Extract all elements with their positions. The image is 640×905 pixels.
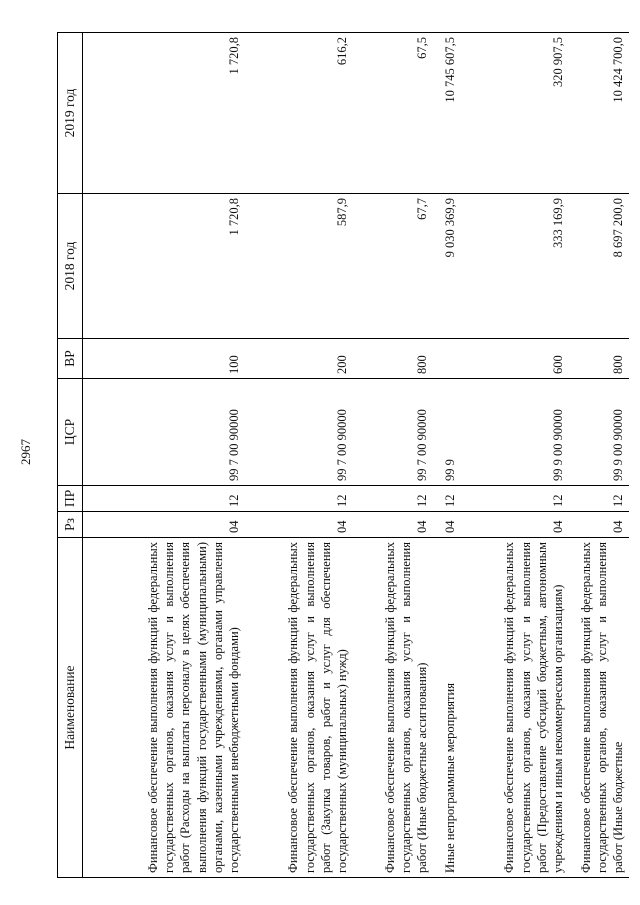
table-header-row — [58, 33, 83, 878]
row-pr: 12 — [245, 486, 353, 512]
row-2018: 9 030 369,9 — [433, 194, 461, 339]
row-name: Финансовое обеспечение выполнения функций федеральных государственных органов, оказания услуг и выполнения работ (Предоставление субсидий бюджетным, автономным учреждениям и иным некоммерческим организациям) — [461, 538, 569, 878]
header-2019: 2019 год — [58, 33, 83, 194]
row-name: Финансовое обеспечение выполнения функций федеральных государственных органов, оказания услуг и выполнения работ (Закупка товаров, работ и услуг для обеспечения государственных (муниципальных) нужд) — [245, 538, 353, 878]
table-row — [433, 33, 461, 878]
row-rz: 04 — [353, 512, 433, 538]
row-vr: 800 — [569, 339, 629, 379]
table-row — [245, 33, 353, 878]
row-rz: 04 — [569, 512, 629, 538]
row-name: Иные непрограммные мероприятия — [433, 538, 461, 878]
budget-table — [57, 32, 629, 878]
row-2019: 67,5 — [353, 33, 433, 194]
row-pr: 12 — [83, 486, 245, 512]
row-csr: 99 9 — [433, 379, 461, 486]
table-row — [83, 33, 245, 878]
row-vr — [433, 339, 461, 379]
row-2019: 1 720,8 — [83, 33, 245, 194]
header-rz: Рз — [58, 512, 83, 538]
header-pr: ПР — [58, 486, 83, 512]
row-rz: 04 — [83, 512, 245, 538]
row-vr: 600 — [461, 339, 569, 379]
row-csr: 99 9 00 90000 — [569, 379, 629, 486]
row-pr: 12 — [461, 486, 569, 512]
row-2019: 616,2 — [245, 33, 353, 194]
header-name: Наименование — [58, 538, 83, 878]
row-pr: 12 — [569, 486, 629, 512]
row-2018: 1 720,8 — [83, 194, 245, 339]
header-vr: ВР — [58, 339, 83, 379]
row-csr: 99 7 00 90000 — [245, 379, 353, 486]
row-2019: 320 907,5 — [461, 33, 569, 194]
row-2018: 8 697 200,0 — [569, 194, 629, 339]
row-rz: 04 — [433, 512, 461, 538]
row-2018: 333 169,9 — [461, 194, 569, 339]
row-csr: 99 9 00 90000 — [461, 379, 569, 486]
row-pr: 12 — [433, 486, 461, 512]
row-vr: 100 — [83, 339, 245, 379]
row-rz: 04 — [245, 512, 353, 538]
row-rz: 04 — [461, 512, 569, 538]
header-2018: 2018 год — [58, 194, 83, 339]
row-2018: 587,9 — [245, 194, 353, 339]
row-2018: 67,7 — [353, 194, 433, 339]
row-name: Финансовое обеспечение выполнения функций федеральных государственных органов, оказания услуг и выполнения работ (Расходы на выплаты персоналу в целях обеспечения выполнения функций государственными (муниципальными) органами, казенными учреждениями, органами управления государственными внебюджетными фондами) — [83, 538, 245, 878]
row-vr: 200 — [245, 339, 353, 379]
row-csr: 99 7 00 90000 — [83, 379, 245, 486]
page-number: 2967 — [18, 439, 33, 465]
row-vr: 800 — [353, 339, 433, 379]
row-csr: 99 7 00 90000 — [353, 379, 433, 486]
row-2019: 10 745 607,5 — [433, 33, 461, 194]
header-csr: ЦСР — [58, 379, 83, 486]
row-pr: 12 — [353, 486, 433, 512]
table-row — [353, 33, 433, 878]
row-name: Финансовое обеспечение выполнения функций федеральных государственных органов, оказания услуг и выполнения работ (Иные бюджетные — [569, 538, 629, 878]
table-row — [569, 33, 629, 878]
row-name: Финансовое обеспечение выполнения функций федеральных государственных органов, оказания услуг и выполнения работ (Иные бюджетные ассигнования) — [353, 538, 433, 878]
row-2019: 10 424 700,0 — [569, 33, 629, 194]
rotated-page — [57, 33, 626, 878]
table-row — [461, 33, 569, 878]
